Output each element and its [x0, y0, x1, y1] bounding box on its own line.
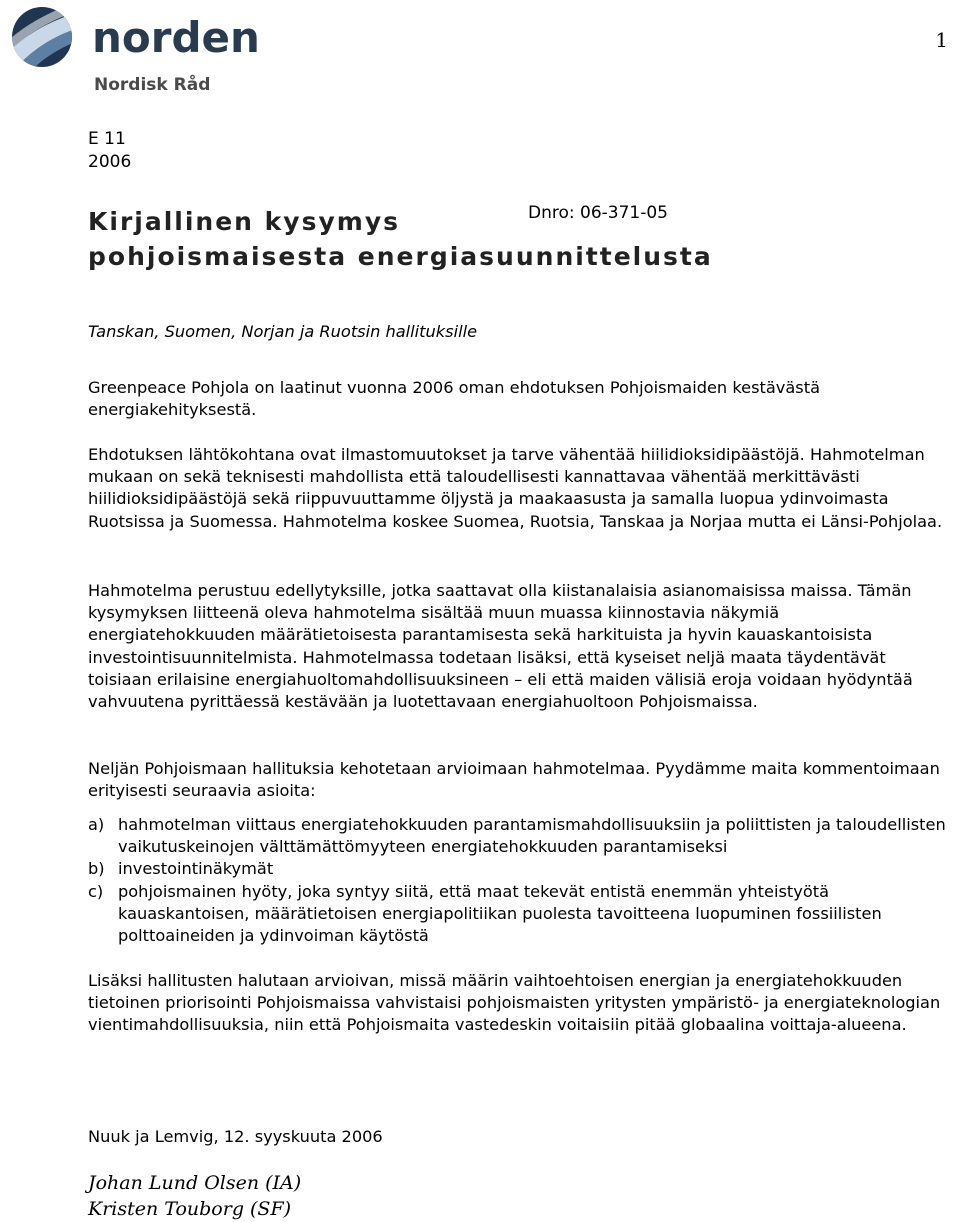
page-number: 1 [935, 28, 948, 52]
list-item [88, 814, 948, 858]
signatures [88, 1170, 301, 1222]
list-marker: b) [88, 859, 105, 879]
addressee: Tanskan, Suomen, Norjan ja Ruotsin hallituksille [88, 322, 478, 341]
question-list [88, 814, 948, 947]
logo-graphic [6, 4, 296, 94]
signature-name: Kristen Touborg (SF) [88, 1198, 292, 1220]
reference-number: Dnro: 06-371-05 [528, 203, 668, 223]
document-code-line: E 11 [88, 129, 126, 149]
list-item [88, 881, 948, 948]
paragraph-export: Lisäksi hallitusten halutaan arvioivan, missä määrin vaihtoehtoisen energian ja energiatehokkuuden tietoinen priorisointi Pohjoismaissa vahvistaisi pohjoismaisten yritysten ympäristö- ja energiateknologian vientimahdollisuuksia, niin että Pohjoismaita vastedeskin voitaisiin pitää globaalina voittaja-alueena. [88, 971, 941, 1035]
document-code [88, 128, 131, 174]
paragraph-request: Neljän Pohjoismaan hallituksia kehotetaan arvioimaan hahmotelmaa. Pyydämme maita kommentoimaan erityisesti seuraavia asioita: [88, 759, 940, 801]
list-marker: c) [88, 881, 104, 901]
place-and-date: Nuuk ja Lemvig, 12. syyskuuta 2006 [88, 1127, 383, 1146]
document-title [88, 204, 808, 274]
list-marker: a) [88, 815, 105, 834]
document-year-line: 2006 [88, 152, 132, 172]
title-line-1: Kirjallinen kysymys [88, 207, 400, 236]
list-item-text: hahmotelman viittaus energiatehokkuuden parantamismahdollisuuksiin ja poliittisten ja taloudellisten vaikutuskeinojen välttämättömyyteen energiatehokkuuden parantamiseksi [118, 815, 946, 857]
logo-wordmark: norden [92, 13, 260, 62]
paragraph-intro: Greenpeace Pohjola on laatinut vuonna 2006 oman ehdotuksen Pohjoismaiden kestävästä energiakehityksestä. [88, 378, 820, 420]
list-item [88, 858, 948, 880]
paragraph-background: Ehdotuksen lähtökohtana ovat ilmastomuutokset ja tarve vähentää hiilidioksidipäästöjä. Hahmotelman mukaan on sekä teknisesti mahdollista että taloudellisesti kannattavaa vähentää merkittävästi hiilidioksidipäästöjä sekä riippuvuuttamme öljystä ja maakaasusta ja samalla luopua ydinvoimasta Ruotsissa ja Suomessa. Hahmotelma koskee Suomea, Ruotsia, Tanskaa ja Norjaa mutta ei Länsi-Pohjolaa. [88, 445, 943, 531]
norden-logo [6, 4, 296, 94]
logo-subtitle: Nordisk Råd [94, 75, 211, 94]
list-item-text: investointinäkymät [118, 859, 274, 879]
list-item-text: pohjoismainen hyöty, joka syntyy siitä, että maat tekevät entistä enemmän yhteistyötä kauaskantoisen, määrätietoisen energiapolitiikan puolesta tavoitteena luopuminen fossiilisten polttoaineiden ja ydinvoiman käytöstä [118, 881, 882, 946]
signature-name: Johan Lund Olsen (IA) [88, 1172, 302, 1194]
paragraph-assumptions: Hahmotelma perustuu edellytyksille, jotka saattavat olla kiistanalaisia asianomaisissa maissa. Tämän kysymyksen liitteenä oleva hahmotelma sisältää muun muassa kiinnostavia näkymiä energiatehokkuuden määrätietoisesta parantamisesta sekä harkituista ja hyvin kauaskantoisista investointisuunnitelmista. Hahmotelmassa todetaan lisäksi, että kyseiset neljä maata täydentävät toisiaan erilaisine energiahuoltomahdollisuuksineen – eli että maiden välisiä eroja voidaan hyödyntää vahvuutena pyrittäessä kestävään ja luotettavaan energiahuoltoon Pohjoismaissa. [88, 581, 913, 712]
title-line-2: pohjoismaisesta energiasuunnittelusta [88, 242, 713, 271]
